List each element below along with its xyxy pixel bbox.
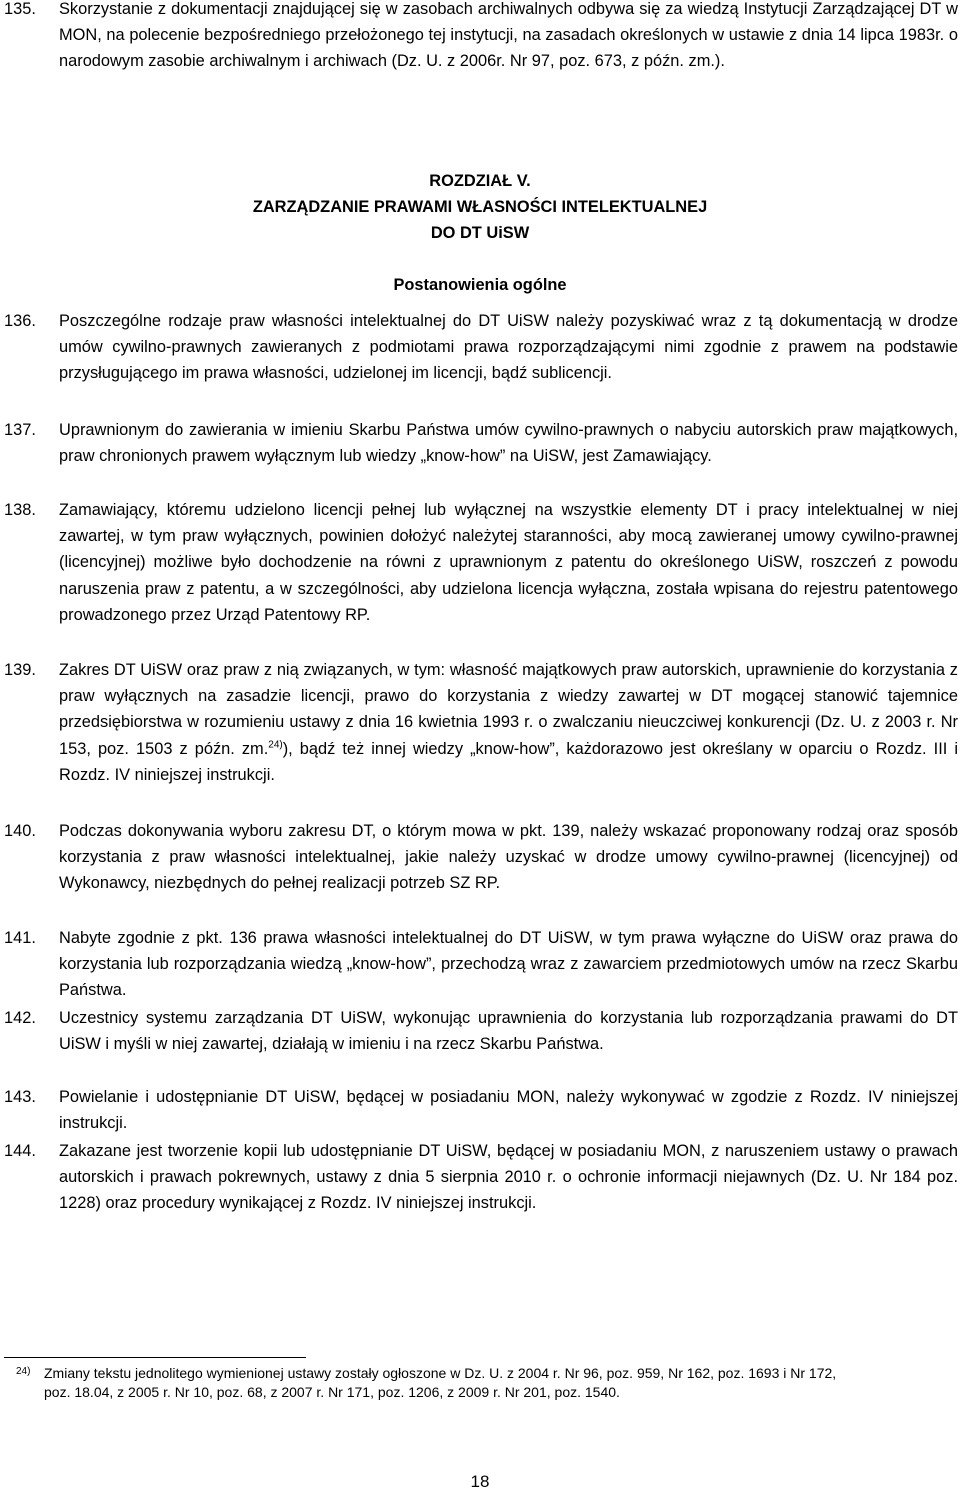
footnote-reference: 24) — [268, 739, 283, 751]
paragraph-text: Zakazane jest tworzenie kopii lub udostępnianie DT UiSW, będącej w posiadaniu MON, z naruszeniem ustawy o prawach autorskich i prawach pokrewnych, ustawy z dnia 5 sierpnia 2010 r. o ochronie informacji niejawnych (Dz. U. Nr 184 poz. 1228) oraz procedury wynikającej z Rozdz. IV niniejszej instrukcji. — [59, 1142, 958, 1213]
paragraph-text: Uczestnicy systemu zarządzania DT UiSW, wykonując uprawnienia do korzystania lub rozporządzania prawami do DT UiSW i myśli w niej zawartej, działają w imieniu i na rzecz Skarbu Państwa. — [59, 1009, 958, 1054]
paragraph-text: Zamawiający, któremu udzielono licencji pełnej lub wyłącznej na wszystkie elementy DT i pracy intelektualnej w niej zawartej, w tym praw wyłącznych, powinien dołożyć należytej staranności, aby mocą zawieranej umowy cywilno-prawnej (licencyjnej) możliwe było dochodzenie na równi z uprawnionym z patentu do określonego UiSW, roszczeń z powodu naruszenia praw z patentu, a w szczególności, aby udzielona licencja wyłączna, została wpisana do rejestru patentowego prowadzonego przez Urząd Patentowy RP. — [59, 501, 958, 624]
paragraph-136 — [0, 308, 958, 387]
paragraph-text: Podczas dokonywania wyboru zakresu DT, o którym mowa w pkt. 139, należy wskazać proponowany rodzaj oraz sposób korzystania z praw własności intelektualnej, jakie należy uzyskać w drodze umowy cywilno-prawnej (licencyjnej) od Wykonawcy, niezbędnych do pełnej realizacji potrzeb SZ RP. — [59, 822, 958, 893]
paragraph-text — [59, 657, 958, 788]
paragraph-number: 139. — [4, 661, 36, 679]
page-number: 18 — [470, 1472, 490, 1491]
paragraph-number: 135. — [4, 0, 36, 18]
footnote-separator — [4, 1357, 306, 1358]
paragraph-number: 140. — [4, 822, 36, 840]
paragraph-text-part-1: Zakres DT UiSW oraz praw z nią związanych, w tym: własność majątkowych praw autorskich, uprawnienie do korzystania z praw wyłącznych na zasadzie licencji, prawo do korzystania z wiedzy zawartej w DT mogącej stanowić tajemnice przedsiębiorstwa w rozumieniu ustawy z dnia 16 kwietnia 1993 r. o zwalczaniu nieuczciwej konkurencji (Dz. U. z 2003 r. Nr 153, poz. 1503 z późn. zm. — [59, 661, 958, 758]
footnote — [16, 1364, 960, 1402]
chapter-subtitle-line-1: ZARZĄDZANIE PRAWAMI WŁASNOŚCI INTELEKTUALNEJ — [252, 198, 708, 216]
paragraph-144 — [0, 1138, 958, 1217]
paragraph-138 — [0, 497, 958, 628]
paragraph-text: Poszczególne rodzaje praw własności intelektualnej do DT UiSW należy pozyskiwać wraz z tą dokumentacją w drodze umów cywilno-prawnych zawieranych z podmiotami prawa rozporządzającymi nimi zgodnie z prawem na podstawie przysługującego im prawa własności, udzielonej im licencji, bądź sublicencji. — [59, 312, 958, 383]
paragraph-text: Nabyte zgodnie z pkt. 136 prawa własności intelektualnej do DT UiSW, w tym prawa wyłączne do UiSW oraz prawa do korzystania lub rozporządzania wiedzą „know-how”, przechodzą wraz z zawarciem przedmiotowych umów na rzecz Skarbu Państwa. — [59, 929, 958, 1000]
paragraph-number: 144. — [4, 1142, 36, 1160]
footnote-line-1: Zmiany tekstu jednolitego wymienionej ustawy zostały ogłoszone w Dz. U. z 2004 r. Nr 96, poz. 959, Nr 162, poz. 1693 i Nr 172, — [44, 1365, 837, 1381]
paragraph-number: 143. — [4, 1088, 36, 1106]
paragraph-135 — [0, 0, 958, 75]
paragraph-141 — [0, 925, 958, 1004]
paragraph-number: 138. — [4, 501, 36, 519]
paragraph-text: Powielanie i udostępnianie DT UiSW, będącej w posiadaniu MON, należy wykonywać w zgodzie z Rozdz. IV niniejszej instrukcji. — [59, 1088, 958, 1133]
paragraph-number: 142. — [4, 1009, 36, 1027]
footnote-line-2: poz. 18.04, z 2005 r. Nr 10, poz. 68, z 2007 r. Nr 171, poz. 1206, z 2009 r. Nr 201, poz. 1540. — [44, 1384, 620, 1400]
chapter-title: ROZDZIAŁ V. — [429, 172, 531, 190]
section-title: Postanowienia ogólne — [393, 276, 567, 294]
paragraph-137 — [0, 417, 958, 469]
chapter-subtitle-line-2: DO DT UiSW — [430, 224, 530, 242]
paragraph-142 — [0, 1005, 958, 1057]
paragraph-number: 137. — [4, 421, 36, 439]
paragraph-143 — [0, 1084, 958, 1136]
footnote-mark: 24) — [16, 1366, 31, 1377]
paragraph-139 — [0, 657, 958, 788]
paragraph-text: Uprawnionym do zawierania w imieniu Skarbu Państwa umów cywilno-prawnych o nabyciu autorskich praw majątkowych, praw chronionych prawem wyłącznym lub wiedzy „know-how” na UiSW, jest Zamawiający. — [59, 421, 958, 466]
paragraph-number: 141. — [4, 929, 36, 947]
paragraph-text: Skorzystanie z dokumentacji znajdującej się w zasobach archiwalnych odbywa się za wiedzą Instytucji Zarządzającej DT w MON, na polecenie bezpośredniego przełożonego tej instytucji, na zasadach określonych w ustawie z dnia 14 lipca 1983r. o narodowym zasobie archiwalnym i archiwach (Dz. U. z 2006r. Nr 97, poz. 673, z późn. zm.). — [59, 0, 958, 71]
paragraph-text-part-2: ), bądź też innej wiedzy „know-how”, każdorazowo jest określany w oparciu o Rozdz. III i Rozdz. IV niniejszej instrukcji. — [59, 739, 958, 784]
paragraph-140 — [0, 818, 958, 897]
paragraph-number: 136. — [4, 312, 36, 330]
